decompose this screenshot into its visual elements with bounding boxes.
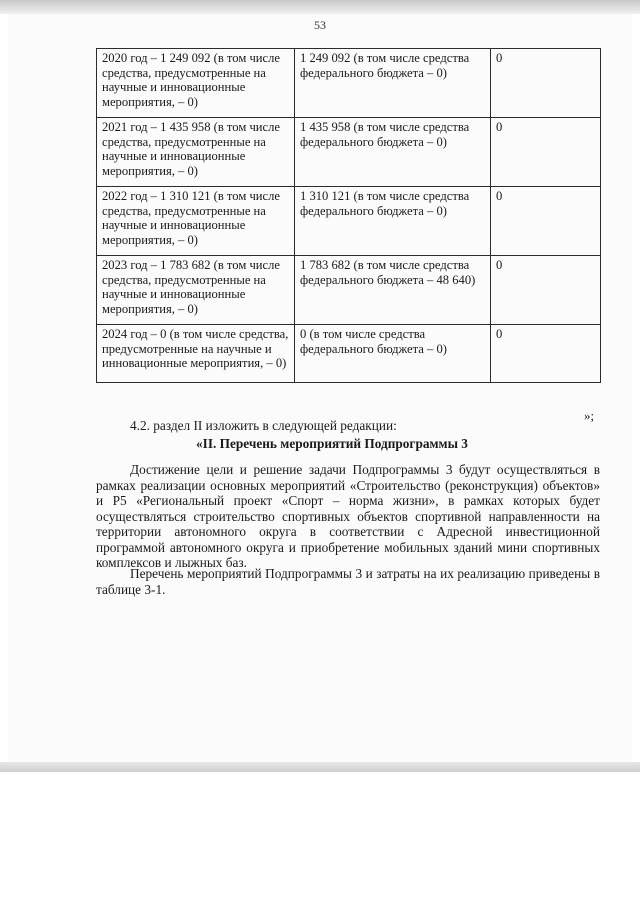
body-paragraph: Достижение цели и решение задачи Подпрограммы 3 будут осуществляться в рамках реализации основных мероприятий «Строительство (реконструкция) объектов» и Р5 «Региональный проект «Спорт – норма жизни», в рамках которых будет осуществляться строительство спортивных объектов спортивной направленности на территории автономного округа в соответствии с Адресной инвестиционной программой автономного округа и приобретение мобильных зданий мини спортивных комплексов и лыжных баз. (96, 462, 600, 570)
table-cell-federal: 1 249 092 (в том числе средства федерального бюджета – 0) (295, 49, 491, 118)
table-cell-other: 0 (491, 256, 601, 325)
table-cell-year-total: 2023 год – 1 783 682 (в том числе средства, предусмотренные на научные и инновационные мероприятия, – 0) (97, 256, 295, 325)
body-paragraph: Перечень мероприятий Подпрограммы 3 и затраты на их реализацию приведены в таблице 3-1. (96, 566, 600, 597)
table-cell-year-total: 2022 год – 1 310 121 (в том числе средства, предусмотренные на научные и инновационные мероприятия, – 0) (97, 187, 295, 256)
table-cell-other: 0 (491, 187, 601, 256)
scan-edge-top (0, 0, 640, 14)
closing-quote: »; (584, 408, 595, 423)
table-cell-other: 0 (491, 118, 601, 187)
table-row (97, 325, 601, 383)
table-cell-federal: 1 435 958 (в том числе средства федерального бюджета – 0) (295, 118, 491, 187)
table-row (97, 256, 601, 325)
table-cell-other: 0 (491, 49, 601, 118)
table-cell-federal: 1 783 682 (в том числе средства федерального бюджета – 48 640) (295, 256, 491, 325)
page-number: 53 (314, 18, 326, 32)
section-heading: «II. Перечень мероприятий Подпрограммы 3 (196, 436, 468, 451)
table-cell-year-total: 2021 год – 1 435 958 (в том числе средства, предусмотренные на научные и инновационные мероприятия, – 0) (97, 118, 295, 187)
table-cell-other: 0 (491, 325, 601, 383)
scan-edge-bottom (0, 762, 640, 772)
amendment-line: 4.2. раздел II изложить в следующей редакции: (130, 418, 397, 433)
table-cell-federal: 0 (в том числе средства федерального бюджета – 0) (295, 325, 491, 383)
table-cell-federal: 1 310 121 (в том числе средства федерального бюджета – 0) (295, 187, 491, 256)
table-cell-year-total: 2024 год – 0 (в том числе средства, предусмотренные на научные и инновационные мероприятия, – 0) (97, 325, 295, 383)
table-cell-year-total: 2020 год – 1 249 092 (в том числе средства, предусмотренные на научные и инновационные мероприятия, – 0) (97, 49, 295, 118)
table-row (97, 118, 601, 187)
table-row (97, 49, 601, 118)
funding-table (96, 48, 601, 383)
table-row (97, 187, 601, 256)
